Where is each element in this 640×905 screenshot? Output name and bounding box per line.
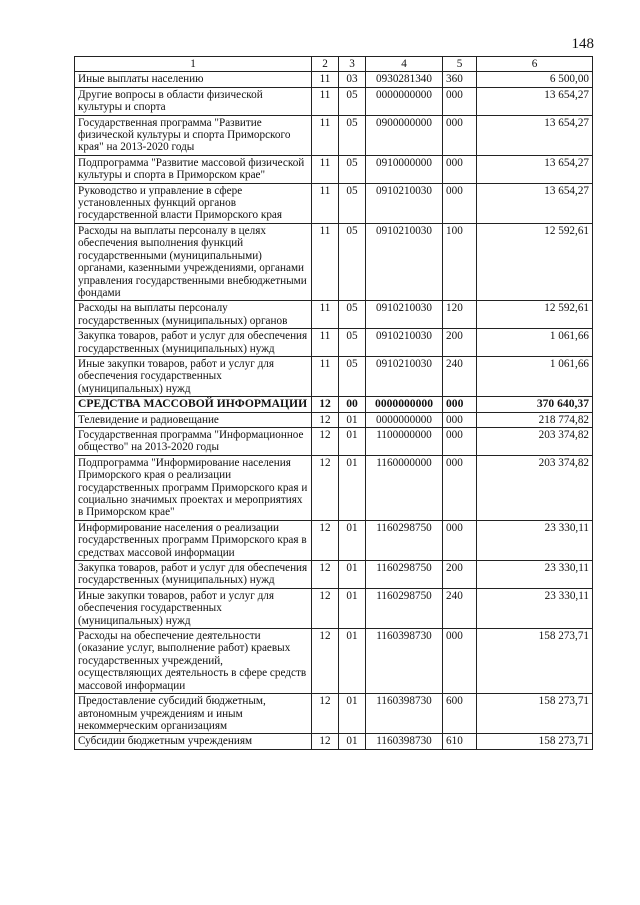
target-code-cell: 0900000000 [366,115,443,155]
section-code-cell: 12 [312,412,339,427]
row-name-cell: Государственная программа "Развитие физической культуры и спорта Приморского края" на 2013-2020 годы [75,115,312,155]
subsection-code-cell: 05 [339,301,366,329]
row-name-cell: Иные закупки товаров, работ и услуг для обеспечения государственных (муниципальных) нужд [75,356,312,396]
amount-cell: 1 061,66 [477,329,593,357]
target-code-cell: 0000000000 [366,87,443,115]
expense-type-cell: 240 [443,588,477,628]
expense-type-cell: 200 [443,329,477,357]
subsection-code-cell: 01 [339,629,366,694]
table-row [75,734,593,749]
row-name-cell: Подпрограмма "Информирование населения Приморского края о реализации государственных программ Приморского края и социально значимых проектах и мероприятиях в Приморском крае" [75,455,312,520]
expense-type-cell: 000 [443,87,477,115]
row-name-cell: Субсидии бюджетным учреждениям [75,734,312,749]
expense-type-cell: 000 [443,155,477,183]
section-code-cell: 12 [312,588,339,628]
header-col-3: 3 [339,57,366,72]
table-row [75,329,593,357]
table-row [75,87,593,115]
budget-table-body [75,57,593,750]
subsection-code-cell: 01 [339,412,366,427]
subsection-code-cell: 05 [339,115,366,155]
target-code-cell: 0910210030 [366,329,443,357]
table-header-row [75,57,593,72]
amount-cell: 158 273,71 [477,629,593,694]
amount-cell: 203 374,82 [477,455,593,520]
header-col-5: 5 [443,57,477,72]
section-code-cell: 12 [312,561,339,589]
amount-cell: 203 374,82 [477,427,593,455]
budget-table [74,56,593,750]
subsection-code-cell: 01 [339,427,366,455]
target-code-cell: 0000000000 [366,397,443,412]
target-code-cell: 1160000000 [366,455,443,520]
table-row [75,412,593,427]
section-code-cell: 11 [312,183,339,223]
amount-cell: 1 061,66 [477,356,593,396]
expense-type-cell: 000 [443,520,477,560]
subsection-code-cell: 00 [339,397,366,412]
amount-cell: 23 330,11 [477,520,593,560]
amount-cell: 12 592,61 [477,223,593,300]
row-name-cell: Подпрограмма "Развитие массовой физической культуры и спорта в Приморском крае" [75,155,312,183]
target-code-cell: 1160298750 [366,520,443,560]
amount-cell: 6 500,00 [477,72,593,87]
expense-type-cell: 000 [443,427,477,455]
expense-type-cell: 000 [443,412,477,427]
expense-type-cell: 000 [443,183,477,223]
header-col-6: 6 [477,57,593,72]
target-code-cell: 1160398730 [366,629,443,694]
amount-cell: 218 774,82 [477,412,593,427]
expense-type-cell: 610 [443,734,477,749]
subsection-code-cell: 05 [339,155,366,183]
target-code-cell: 1160298750 [366,588,443,628]
amount-cell: 23 330,11 [477,561,593,589]
table-row [75,301,593,329]
table-row [75,520,593,560]
subsection-code-cell: 05 [339,87,366,115]
section-code-cell: 12 [312,629,339,694]
header-col-4: 4 [366,57,443,72]
section-code-cell: 11 [312,72,339,87]
row-name-cell: Руководство и управление в сфере установленных функций органов государственной власти Приморского края [75,183,312,223]
table-row [75,155,593,183]
table-row [75,223,593,300]
target-code-cell: 0000000000 [366,412,443,427]
amount-cell: 370 640,37 [477,397,593,412]
expense-type-cell: 000 [443,629,477,694]
amount-cell: 13 654,27 [477,183,593,223]
expense-type-cell: 360 [443,72,477,87]
section-code-cell: 12 [312,427,339,455]
expense-type-cell: 120 [443,301,477,329]
table-row [75,561,593,589]
expense-type-cell: 000 [443,115,477,155]
amount-cell: 12 592,61 [477,301,593,329]
table-row [75,397,593,412]
section-code-cell: 11 [312,155,339,183]
subsection-code-cell: 01 [339,455,366,520]
row-name-cell: Другие вопросы в области физической культуры и спорта [75,87,312,115]
amount-cell: 158 273,71 [477,694,593,734]
row-name-cell: Информирование населения о реализации государственных программ Приморского края в средствах массовой информации [75,520,312,560]
amount-cell: 13 654,27 [477,87,593,115]
target-code-cell: 0910210030 [366,183,443,223]
subsection-code-cell: 03 [339,72,366,87]
table-row [75,72,593,87]
section-code-cell: 12 [312,520,339,560]
section-code-cell: 12 [312,734,339,749]
row-name-cell: Иные закупки товаров, работ и услуг для обеспечения государственных (муниципальных) нужд [75,588,312,628]
section-code-cell: 11 [312,87,339,115]
target-code-cell: 0910000000 [366,155,443,183]
expense-type-cell: 000 [443,455,477,520]
amount-cell: 13 654,27 [477,115,593,155]
section-code-cell: 11 [312,223,339,300]
section-code-cell: 11 [312,356,339,396]
row-name-cell: Расходы на обеспечение деятельности (оказание услуг, выполнение работ) краевых государственных учреждений, осуществляющих деятельность в сфере средств массовой информации [75,629,312,694]
expense-type-cell: 240 [443,356,477,396]
target-code-cell: 1100000000 [366,427,443,455]
table-row [75,183,593,223]
subsection-code-cell: 01 [339,734,366,749]
section-code-cell: 11 [312,329,339,357]
subsection-code-cell: 05 [339,223,366,300]
row-name-cell: Расходы на выплаты персоналу государственных (муниципальных) органов [75,301,312,329]
row-name-cell: Телевидение и радиовещание [75,412,312,427]
amount-cell: 158 273,71 [477,734,593,749]
subsection-code-cell: 01 [339,694,366,734]
section-code-cell: 11 [312,115,339,155]
table-row [75,694,593,734]
section-code-cell: 11 [312,301,339,329]
target-code-cell: 0910210030 [366,301,443,329]
table-row [75,356,593,396]
table-row [75,427,593,455]
row-name-cell: Предоставление субсидий бюджетным, автономным учреждениям и иным некоммерческим организациям [75,694,312,734]
row-name-cell: Закупка товаров, работ и услуг для обеспечения государственных (муниципальных) нужд [75,561,312,589]
subsection-code-cell: 01 [339,588,366,628]
subsection-code-cell: 05 [339,329,366,357]
target-code-cell: 1160398730 [366,694,443,734]
row-name-cell: СРЕДСТВА МАССОВОЙ ИНФОРМАЦИИ [75,397,312,412]
target-code-cell: 0930281340 [366,72,443,87]
subsection-code-cell: 05 [339,183,366,223]
subsection-code-cell: 01 [339,561,366,589]
section-code-cell: 12 [312,694,339,734]
row-name-cell: Закупка товаров, работ и услуг для обеспечения государственных (муниципальных) нужд [75,329,312,357]
row-name-cell: Иные выплаты населению [75,72,312,87]
section-code-cell: 12 [312,455,339,520]
table-row [75,455,593,520]
expense-type-cell: 100 [443,223,477,300]
expense-type-cell: 000 [443,397,477,412]
amount-cell: 23 330,11 [477,588,593,628]
target-code-cell: 1160298750 [366,561,443,589]
table-row [75,629,593,694]
target-code-cell: 1160398730 [366,734,443,749]
table-row [75,588,593,628]
page-number: 148 [571,36,594,52]
subsection-code-cell: 01 [339,520,366,560]
table-row [75,115,593,155]
row-name-cell: Государственная программа "Информационное общество" на 2013-2020 годы [75,427,312,455]
section-code-cell: 12 [312,397,339,412]
row-name-cell: Расходы на выплаты персоналу в целях обеспечения выполнения функций государственными (муниципальными) органами, казенными учреждениями, органами управления государственными внебюджетными фондами [75,223,312,300]
amount-cell: 13 654,27 [477,155,593,183]
target-code-cell: 0910210030 [366,223,443,300]
subsection-code-cell: 05 [339,356,366,396]
header-col-1: 1 [75,57,312,72]
expense-type-cell: 200 [443,561,477,589]
header-col-2: 2 [312,57,339,72]
expense-type-cell: 600 [443,694,477,734]
target-code-cell: 0910210030 [366,356,443,396]
